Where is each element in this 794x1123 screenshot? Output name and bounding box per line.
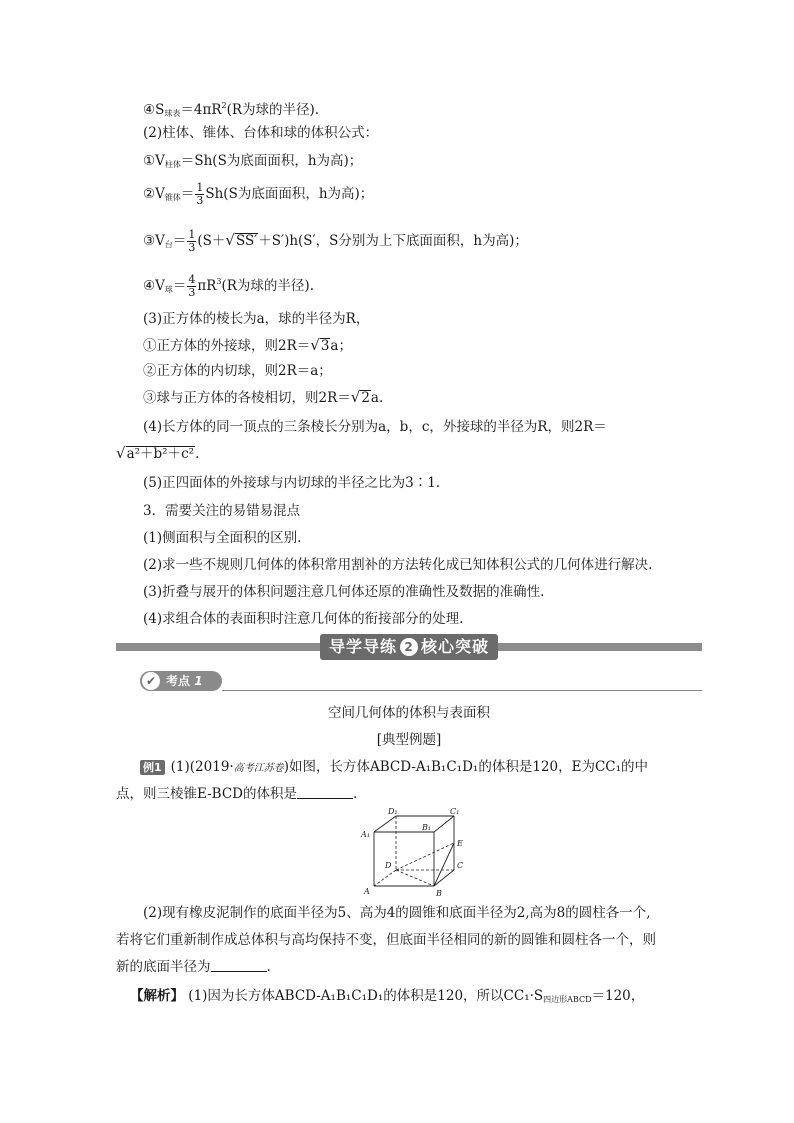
- formula-prism-volume: $①V_{柱体}=Sh(S$为底面面积，h为高)；: [143, 153, 363, 169]
- typical-examples-heading: [典型例题]: [376, 732, 442, 748]
- check-icon: ✔: [142, 672, 160, 690]
- label-C1: C₁: [450, 807, 460, 816]
- label-E: E: [457, 839, 463, 848]
- formula-cone-volume: $②V_{锥体}=$ $\frac{1}{3}$ Sh(S为底面面积，h为高)；: [143, 181, 374, 207]
- formula-frustum-volume: $③V_台=$ $\frac{1}{3}$ (S＋√SS′＋S′)h(S′，S分别为上下底面面积，h为高)；: [143, 228, 528, 254]
- label-D1: D₁: [388, 807, 398, 816]
- label-B: B: [436, 889, 442, 898]
- pitfall-4: (4)求组合体的表面积时注意几何体的衔接部分的处理.: [143, 611, 464, 627]
- formula-sphere-volume: $④V_球=$ $\frac{4}{3}$ $\pi R^3(R$为球的半径).: [143, 273, 314, 299]
- solution-line: 【解析】 (1)因为长方体ABCD-A₁B₁C₁D₁的体积是120，所以$CC_1\cdot S_{四边形ABCD}=120$，: [130, 988, 645, 1004]
- answer-blank-1[interactable]: [297, 786, 353, 799]
- cube-inscribed: ②正方体的内切球，则2R＝a；: [143, 363, 332, 379]
- kaodian-tag: [140, 671, 702, 693]
- kaodian-rule: [222, 690, 702, 691]
- section-banner: [116, 634, 702, 660]
- label-D: D: [385, 861, 392, 870]
- solution-label: 【解析】: [130, 988, 184, 1004]
- volume-formulas-heading: (2)柱体、锥体、台体和球的体积公式：: [143, 125, 379, 141]
- kaodian-pill: ✔ 考点 1: [140, 671, 222, 691]
- example-q1-line2: 点，则三棱锥E-BCD的体积是 .: [116, 786, 358, 802]
- example-q2-line2: 若将它们重新制作成总体积与高均保持不变，但底面半径相同的新的圆锥和圆柱各一个，则: [116, 932, 656, 948]
- example-q2-line1: (2)现有橡皮泥制作的底面半径为5、高为4的圆锥和底面半径为2,高为8的圆柱各一个,: [143, 905, 651, 921]
- cuboid-circumscribed: (4)长方体的同一顶点的三条棱长分别为a，b，c，外接球的半径为R，则2R＝: [143, 419, 607, 435]
- label-A1: A₁: [361, 830, 370, 839]
- banner-number-icon: 2: [400, 638, 418, 656]
- label-C: C: [457, 861, 464, 870]
- tetrahedron-ratio: (5)正四面体的外接球与内切球的半径之比为3∶1.: [143, 475, 441, 491]
- banner-title: 导学导练 2 核心突破: [320, 634, 498, 660]
- cube-sphere-intro: (3)正方体的棱长为a，球的半径为R，: [143, 311, 370, 327]
- cuboid-figure: [358, 806, 468, 898]
- label-B1: B₁: [422, 823, 432, 832]
- formula-sphere-surface: $④S_{球表}=4\pi R^2(R$为球的半径).: [143, 101, 320, 118]
- example-q2-line3: 新的底面半径为 .: [116, 959, 271, 975]
- section-title: 空间几何体的体积与表面积: [328, 705, 490, 721]
- pitfall-2: (2)求一些不规则几何体的体积常用割补的方法转化成已知体积公式的几何体进行解决.: [143, 557, 653, 573]
- example-q1-line1: 例1 (1)(2019·高考江苏卷)如图，长方体ABCD-A₁B₁C₁D₁的体积是120，E为CC₁的中: [140, 758, 648, 778]
- cube-edge-tangent: ③球与正方体的各棱相切，则2R＝√2a.: [143, 388, 384, 406]
- cuboid-diagonal: √a²＋b²＋c².: [116, 444, 200, 462]
- answer-blank-2[interactable]: [211, 959, 267, 972]
- example-badge: 例1: [140, 760, 165, 775]
- pitfall-1: (1)侧面积与全面积的区别.: [143, 530, 302, 546]
- label-A: A: [364, 887, 370, 896]
- pitfall-3: (3)折叠与展开的体积问题注意几何体还原的准确性及数据的准确性.: [143, 584, 545, 600]
- cube-circumscribed: ①正方体的外接球，则2R＝√3a；: [143, 336, 352, 354]
- pitfalls-heading: 3．需要关注的易错易混点: [143, 503, 301, 519]
